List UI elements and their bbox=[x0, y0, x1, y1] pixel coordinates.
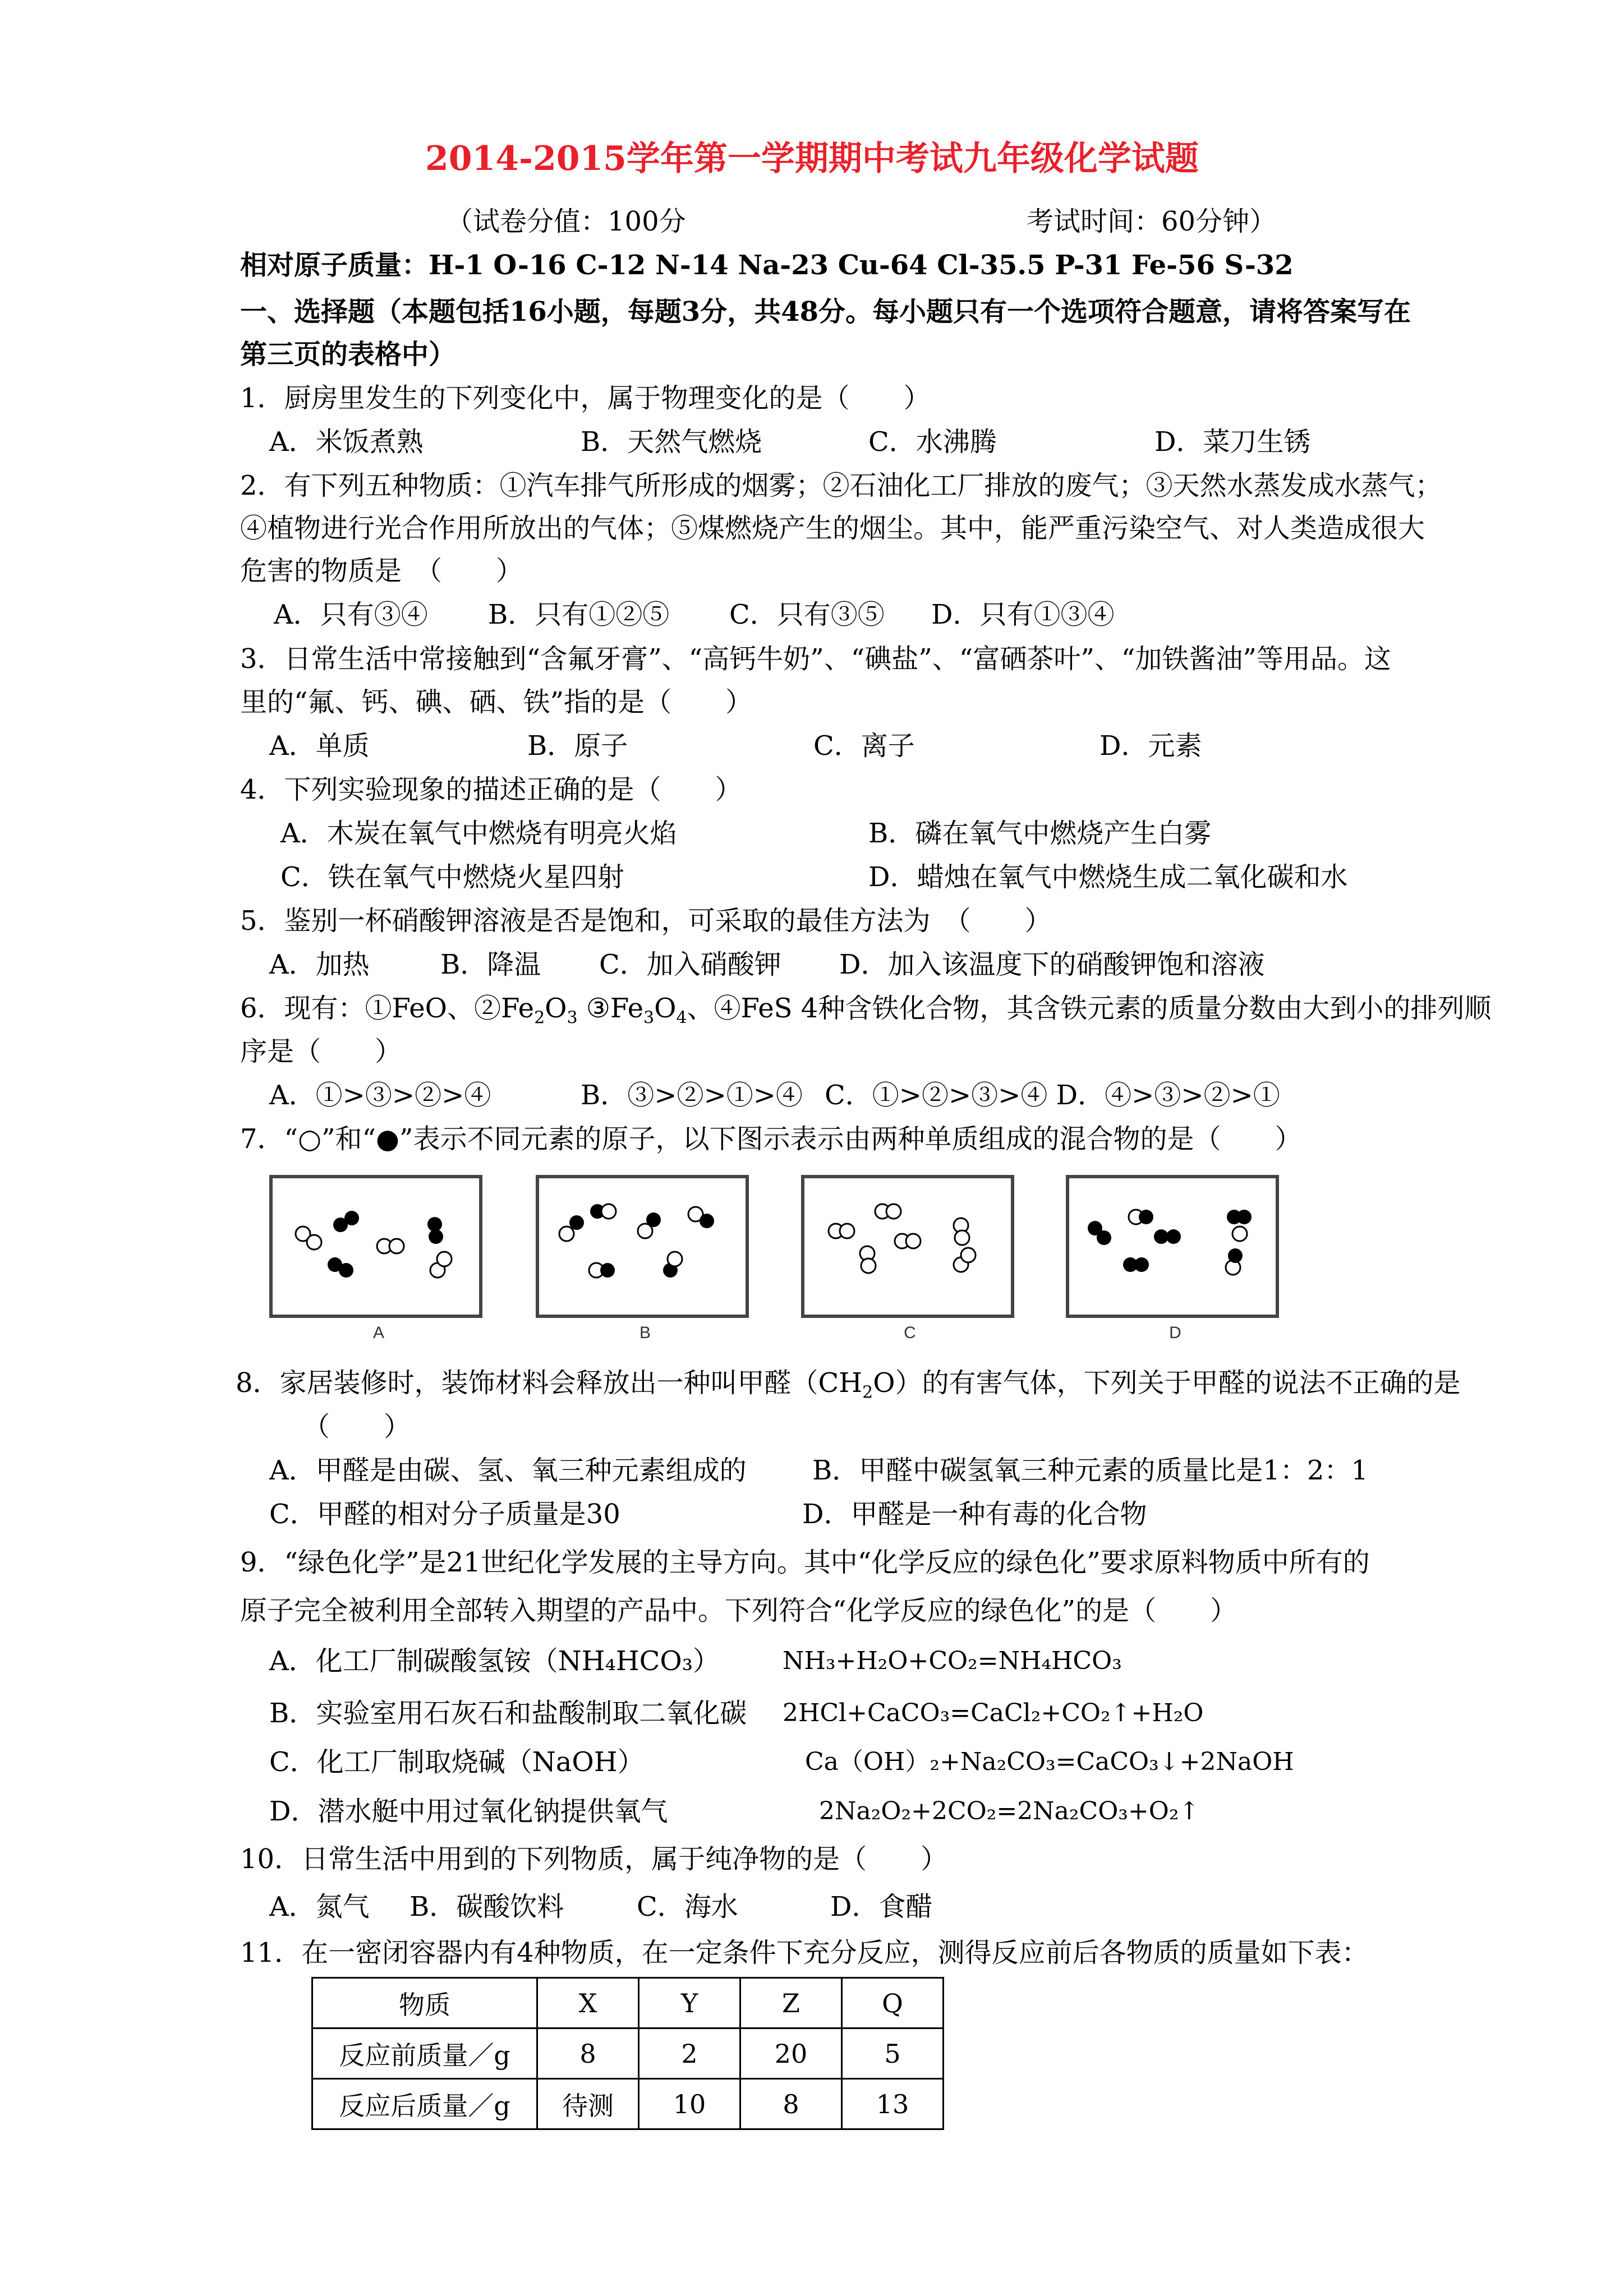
q4-option-b: B．磷在氧气中燃烧产生白雾 bbox=[868, 818, 1212, 849]
q8-option-d: D．甲醛是一种有毒的化合物 bbox=[802, 1499, 1147, 1530]
table-header-cell: X bbox=[537, 1978, 639, 2028]
q3-option-c: C．离子 bbox=[813, 730, 915, 762]
q2-option-b: B．只有①②⑤ bbox=[488, 599, 670, 630]
q5-option-d: D．加入该温度下的硝酸钾饱和溶液 bbox=[839, 949, 1265, 980]
q8-option-b: B．甲醛中碳氢氧三种元素的质量比是1：2：1 bbox=[812, 1455, 1368, 1486]
q3-option-a: A．单质 bbox=[269, 730, 370, 762]
q1-option-d: D．菜刀生锈 bbox=[1154, 426, 1311, 458]
q3-option-d: D．元素 bbox=[1099, 730, 1202, 762]
exam-title: 2014-2015学年第一学期期中考试九年级化学试题 bbox=[425, 139, 1199, 178]
q11-stem: 11．在一密闭容器内有4种物质，在一定条件下充分反应，测得反应前后各物质的质量如下表： bbox=[240, 1937, 1369, 1968]
exam-score: （试卷分值：100分 bbox=[446, 206, 686, 237]
exam-time: 考试时间：60分钟） bbox=[1027, 206, 1277, 237]
q10-option-c: C．海水 bbox=[637, 1891, 738, 1922]
q6-option-b: B．③>②>①>④ bbox=[581, 1080, 803, 1111]
q3-stem-line2: 里的“氟、钙、碘、硒、铁”指的是（ ） bbox=[240, 686, 753, 718]
q7-label-b: B bbox=[639, 1324, 651, 1342]
table-cell: 反应后质量／g bbox=[312, 2079, 537, 2129]
q8-option-a: A．甲醛是由碳、氢、氧三种元素组成的 bbox=[269, 1455, 747, 1486]
table-row bbox=[312, 2079, 944, 2129]
q7-diagram-a bbox=[269, 1175, 482, 1318]
q9-option-a: A．化工厂制碳酸氢铵（NH₄HCO₃） bbox=[269, 1645, 720, 1677]
table-cell: 13 bbox=[842, 2079, 944, 2129]
q9-option-c: C．化工厂制取烧碱（NaOH） bbox=[269, 1746, 645, 1778]
q7-diagram-c bbox=[801, 1175, 1014, 1318]
table-cell: 反应前质量／g bbox=[312, 2028, 537, 2079]
q5-option-b: B．降温 bbox=[440, 949, 541, 980]
q1-option-a: A．米饭煮熟 bbox=[269, 426, 424, 458]
q8-option-c: C．甲醛的相对分子质量是30 bbox=[269, 1499, 620, 1530]
q8-stem-line2: （ ） bbox=[303, 1411, 411, 1442]
q7-diagram-b bbox=[536, 1175, 749, 1318]
q9-stem-line1: 9．“绿色化学”是21世纪化学发展的主导方向。其中“化学反应的绿色化”要求原料物质中所有的 bbox=[240, 1547, 1370, 1578]
q2-stem-line2: ④植物进行光合作用所放出的气体；⑤煤燃烧产生的烟尘。其中，能严重污染空气、对人类造成很大 bbox=[240, 513, 1425, 544]
q2-option-a: A．只有③④ bbox=[274, 599, 428, 630]
q6-option-cd: C．①>②>③>④ D．④>③>②>① bbox=[825, 1080, 1280, 1111]
q9-option-a-equation: NH₃+H₂O+CO₂=NH₄HCO₃ bbox=[783, 1647, 1122, 1675]
q9-option-d: D．潜水艇中用过氧化钠提供氧气 bbox=[269, 1796, 668, 1827]
table-header-row bbox=[312, 1978, 944, 2028]
table-header-cell: Q bbox=[842, 1978, 944, 2028]
table-cell: 8 bbox=[537, 2028, 639, 2079]
table-cell: 待测 bbox=[537, 2079, 639, 2129]
table-header-cell: 物质 bbox=[312, 1978, 537, 2028]
q9-option-b-equation: 2HCl+CaCO₃=CaCl₂+CO₂↑+H₂O bbox=[783, 1699, 1204, 1727]
atomic-mass-line: 相对原子质量：H-1 O-16 C-12 N-14 Na-23 Cu-64 Cl-35.5 P-31 Fe-56 S-32 bbox=[240, 250, 1294, 281]
q2-stem-line1: 2．有下列五种物质：①汽车排气所形成的烟雾；②石油化工厂排放的废气；③天然水蒸发成水蒸气； bbox=[240, 470, 1442, 501]
q1-stem: 1．厨房里发生的下列变化中，属于物理变化的是（ ） bbox=[240, 382, 931, 414]
q4-stem: 4．下列实验现象的描述正确的是（ ） bbox=[240, 774, 742, 805]
q7-label-d: D bbox=[1169, 1324, 1181, 1342]
section1-heading-line2: 第三页的表格中） bbox=[240, 339, 456, 370]
q11-mass-table bbox=[311, 1977, 944, 2130]
q1-option-b: B．天然气燃烧 bbox=[581, 426, 762, 458]
q9-option-d-equation: 2Na₂O₂+2CO₂=2Na₂CO₃+O₂↑ bbox=[819, 1797, 1200, 1825]
table-cell: 8 bbox=[740, 2079, 842, 2129]
q9-stem-line2: 原子完全被利用全部转入期望的产品中。下列符合“化学反应的绿色化”的是（ ） bbox=[240, 1595, 1237, 1626]
q7-diagram-d bbox=[1066, 1175, 1279, 1318]
q7-label-a: A bbox=[372, 1324, 384, 1342]
q9-option-b: B．实验室用石灰石和盐酸制取二氧化碳 bbox=[269, 1698, 747, 1729]
q8-stem-line1: 8．家居装修时，装饰材料会释放出一种叫甲醛$(CH_2O)$的有害气体，下列关于甲醛的说法不正确的是 bbox=[236, 1367, 1461, 1403]
q4-option-d: D．蜡烛在氧气中燃烧生成二氧化碳和水 bbox=[868, 861, 1348, 893]
q2-option-d: D．只有①③④ bbox=[931, 599, 1115, 630]
section1-heading-line1: 一、选择题（本题包括16小题，每题3分，共48分。每小题只有一个选项符合题意，请将答案写在 bbox=[240, 296, 1411, 328]
q6-option-a: A．①>③>②>④ bbox=[269, 1080, 491, 1111]
table-cell: 2 bbox=[639, 2028, 740, 2079]
q10-option-a: A．氮气 bbox=[269, 1891, 370, 1922]
table-cell: 20 bbox=[740, 2028, 842, 2079]
q10-option-d: D．食醋 bbox=[830, 1891, 933, 1922]
q2-option-c: C．只有③⑤ bbox=[729, 599, 885, 630]
q3-option-b: B．原子 bbox=[527, 730, 628, 762]
q6-stem-line2: 序是（ ） bbox=[240, 1036, 402, 1067]
q5-stem: 5．鉴别一杯硝酸钾溶液是否是饱和，可采取的最佳方法为 （ ） bbox=[240, 905, 1052, 937]
q4-option-c: C．铁在氧气中燃烧火星四射 bbox=[280, 861, 624, 893]
q7-diagrams bbox=[269, 1175, 1301, 1321]
q7-label-c: C bbox=[904, 1324, 916, 1342]
table-header-cell: Y bbox=[639, 1978, 740, 2028]
q10-option-b: B．碳酸饮料 bbox=[410, 1891, 564, 1922]
table-cell: 5 bbox=[842, 2028, 944, 2079]
table-cell: 10 bbox=[639, 2079, 740, 2129]
table-header-cell: Z bbox=[740, 1978, 842, 2028]
table-row bbox=[312, 2028, 944, 2079]
q5-option-a: A．加热 bbox=[269, 949, 370, 980]
q3-stem-line1: 3．日常生活中常接触到“含氟牙膏”、“高钙牛奶”、“碘盐”、“富硒茶叶”、“加铁酱油”等用品。这 bbox=[240, 643, 1391, 675]
q7-stem: 7．“○”和“●”表示不同元素的原子，以下图示表示由两种单质组成的混合物的是（ ） bbox=[240, 1123, 1302, 1155]
q6-stem-line1: 6．现有：①FeO、$②Fe_2O_3$ $③Fe_3O_4$、④FeS 4种含铁化合物，其含铁元素的质量分数由大到小的排列顺 bbox=[240, 993, 1492, 1028]
q4-option-a: A．木炭在氧气中燃烧有明亮火焰 bbox=[280, 818, 677, 849]
q9-option-c-equation: Ca（OH）₂+Na₂CO₃=CaCO₃↓+2NaOH bbox=[805, 1748, 1294, 1776]
q1-option-c: C．水沸腾 bbox=[868, 426, 997, 458]
q5-option-c: C．加入硝酸钾 bbox=[599, 949, 781, 980]
q10-stem: 10．日常生活中用到的下列物质，属于纯净物的是（ ） bbox=[240, 1843, 948, 1875]
q2-stem-line3: 危害的物质是 （ ） bbox=[240, 555, 523, 587]
